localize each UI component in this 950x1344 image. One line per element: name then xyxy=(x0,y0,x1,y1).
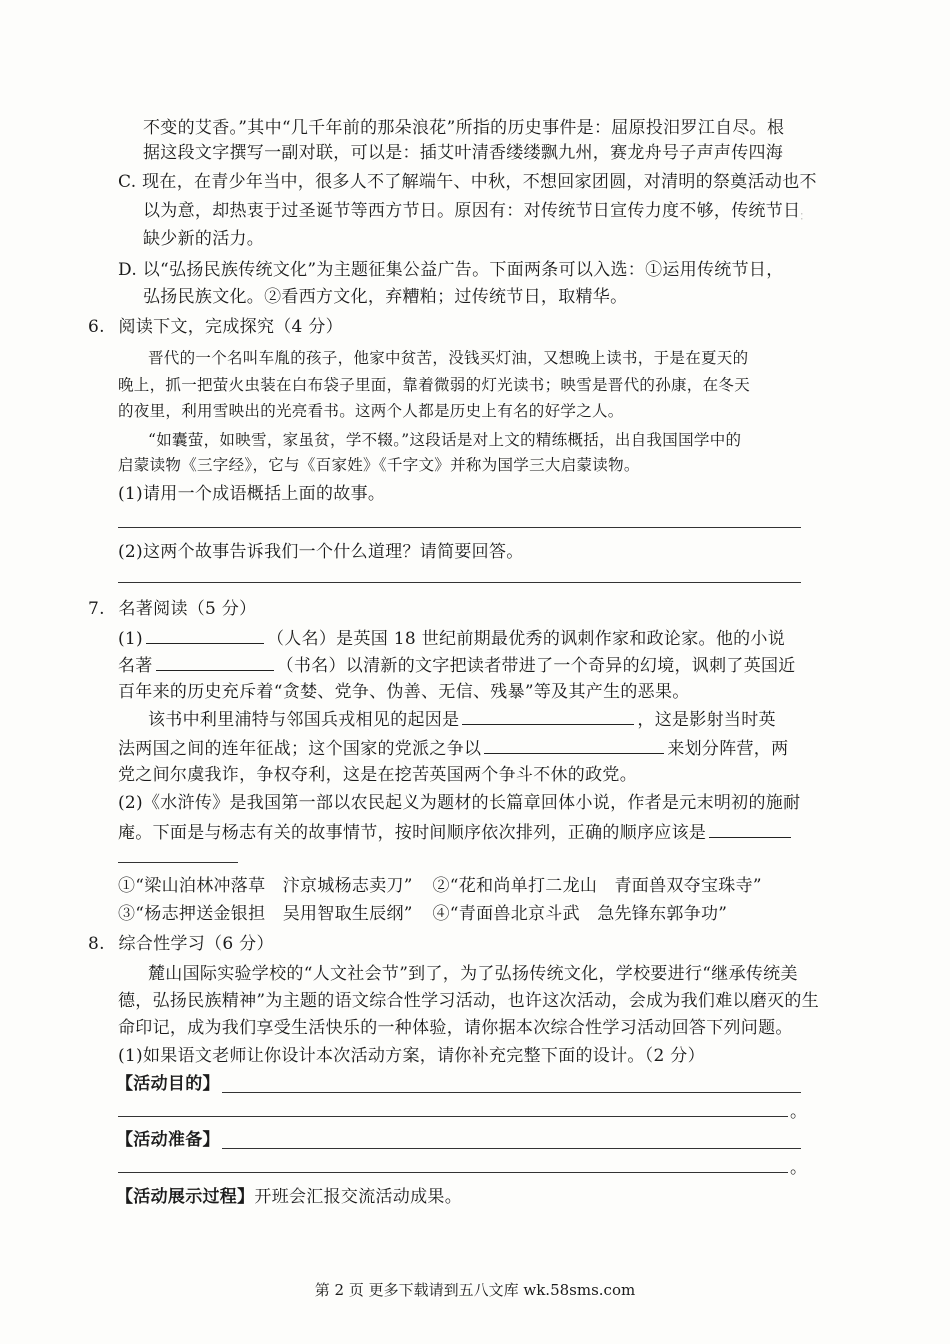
sub-question: (2)这两个故事告诉我们一个什么道理？请简要回答。 xyxy=(118,542,524,562)
story-option-2: ②“花和尚单打二龙山 青面兽双夺宝珠寺” xyxy=(432,876,762,896)
text-line: 不变的艾香。”其中“几千年前的那朵浪花”所指的历史事件是：屈原投汨罗江自尽。根 xyxy=(143,118,785,138)
option-d-line: D. 以“弘扬民族传统文化”为主题征集公益广告。下面两条可以入选：①运用传统节日， xyxy=(118,260,784,280)
activity-show-line xyxy=(116,1185,462,1209)
text-line: 以为意，却热衷于过圣诞节等西方节日。原因有：对传统节日宣传力度不够，传统节日 xyxy=(143,201,801,221)
text-fragment: (1) xyxy=(118,629,143,649)
text-line: 党之间尔虞我诈，争权夺利，这是在挖苦英国两个争斗不休的政党。 xyxy=(118,765,637,785)
sub-question: (1)请用一个成语概括上面的故事。 xyxy=(118,484,386,504)
question-8-heading xyxy=(88,932,274,956)
answer-line[interactable] xyxy=(118,1116,788,1117)
passage-line: “如囊萤，如映雪，家虽贫，学不辍。”这段话是对上文的精练概括，出自我国国学中的 xyxy=(148,431,742,449)
text-fragment: ，这是影射当时英 xyxy=(637,710,776,730)
question-title: 阅读下文，完成探究（4 分） xyxy=(118,317,343,337)
passage-line: 麓山国际实验学校的“人文社会节”到了，为了弘扬传统文化，学校要进行“继承传统美 xyxy=(148,964,798,984)
activity-show-label: 【活动展示过程】 xyxy=(116,1187,255,1207)
text-line: 据这段文字撰写一副对联，可以是：插艾叶清香缕缕飘九州，赛龙舟号子声声传四海 xyxy=(143,143,784,163)
blank-book-title[interactable] xyxy=(156,652,274,671)
passage-line: 晋代的一个名叫车胤的孩子，他家中贫苦，没钱买灯油，又想晚上读书，于是在夏天的 xyxy=(148,349,749,367)
activity-prep-label: 【活动准备】 xyxy=(116,1130,220,1150)
activity-goal-label: 【活动目的】 xyxy=(116,1074,220,1094)
sub-question: (1)如果语文老师让你设计本次活动方案，请你补充完整下面的设计。（2 分） xyxy=(118,1046,705,1066)
text-line: (2)《水浒传》是我国第一部以农民起义为题材的长篇章回体小说，作者是元末明初的施耐 xyxy=(118,793,801,813)
question-number: 7. xyxy=(88,599,105,619)
text-fragment: 庵。下面是与杨志有关的故事情节，按时间顺序依次排列，正确的顺序应该是 xyxy=(118,823,707,843)
passage-line: 的夜里，利用雪映出的光亮看书。这两个人都是历史上有名的好学之人。 xyxy=(118,402,624,420)
question-6-heading xyxy=(88,315,343,339)
text-fragment: （书名）以清新的文字把读者带进了一个奇异的幻境，讽刺了英国近 xyxy=(276,656,796,676)
blank-order[interactable] xyxy=(709,819,791,838)
answer-line[interactable] xyxy=(118,862,238,863)
page-footer: 第 2 页 更多下载请到五八文库 wk.58sms.com xyxy=(314,1281,636,1299)
story-option-1: ①“梁山泊林冲落草 汴京城杨志卖刀” xyxy=(118,876,413,896)
fill-in-line xyxy=(148,706,776,732)
fill-in-line xyxy=(118,652,796,678)
story-option-4: ④“青面兽北京斗武 急先锋东郭争功” xyxy=(432,904,728,924)
text-fragment: （人名）是英国 18 世纪前期最优秀的讽刺作家和政论家。他的小说 xyxy=(266,629,786,649)
text-line: 百年来的历史充斥着“贪婪、党争、伪善、无信、残暴”等及其产生的恶果。 xyxy=(118,682,690,702)
passage-line: 命印记，成为我们享受生活快乐的一种体验，请你据本次综合性学习活动回答下列问题。 xyxy=(118,1018,793,1038)
fill-in-line xyxy=(118,819,794,845)
passage-line: 启蒙读物《三字经》，它与《百家姓》《千字文》并称为国学三大启蒙读物。 xyxy=(118,456,640,474)
blank-author[interactable] xyxy=(146,625,264,644)
blank-war-cause[interactable] xyxy=(462,706,634,725)
text-line: 缺少新的活力。 xyxy=(143,229,265,249)
passage-line: 晚上，抓一把萤火虫装在白布袋子里面，靠着微弱的灯光读书；映雪是晋代的孙康，在冬天 xyxy=(118,376,751,394)
text-line: 弘扬民族文化。②看西方文化，弃糟粕；过传统节日，取精华。 xyxy=(143,287,628,307)
answer-line[interactable] xyxy=(118,527,801,528)
fill-in-line xyxy=(118,625,785,651)
answer-line[interactable] xyxy=(222,1092,801,1093)
option-line xyxy=(118,874,762,898)
text-fragment: 名著 xyxy=(118,656,153,676)
question-title: 综合性学习（6 分） xyxy=(118,934,274,954)
fill-in-line xyxy=(118,735,788,761)
question-title: 名著阅读（5 分） xyxy=(118,599,257,619)
text-fragment: 法两国之间的连年征战；这个国家的党派之争以 xyxy=(118,739,482,759)
story-option-3: ③“杨志押送金银担 吴用智取生辰纲” xyxy=(118,904,413,924)
period-mark: 。 xyxy=(790,1158,808,1178)
question-7-heading xyxy=(88,597,256,621)
option-c-line: C. 现在，在青少年当中，很多人不了解端午、中秋，不想回家团圆，对清明的祭奠活动也不 xyxy=(118,172,817,192)
blank-party-division[interactable] xyxy=(484,735,664,754)
passage-line: 德，弘扬民族精神”为主题的语文综合性学习活动，也许这次活动，会成为我们难以磨灭的生 xyxy=(118,991,819,1011)
bleed-through-mark: ∶ xyxy=(800,210,804,225)
text-fragment: 来划分阵营，两 xyxy=(667,739,789,759)
question-number: 8. xyxy=(88,934,105,954)
text-fragment: 该书中利里浦特与邻国兵戎相见的起因是 xyxy=(148,710,460,730)
question-number: 6. xyxy=(88,317,105,337)
period-mark: 。 xyxy=(790,1102,808,1122)
answer-line[interactable] xyxy=(118,1172,788,1173)
answer-line[interactable] xyxy=(222,1148,801,1149)
answer-line[interactable] xyxy=(118,582,801,583)
activity-show-text: 开班会汇报交流活动成果。 xyxy=(254,1187,463,1207)
option-line xyxy=(118,902,727,926)
